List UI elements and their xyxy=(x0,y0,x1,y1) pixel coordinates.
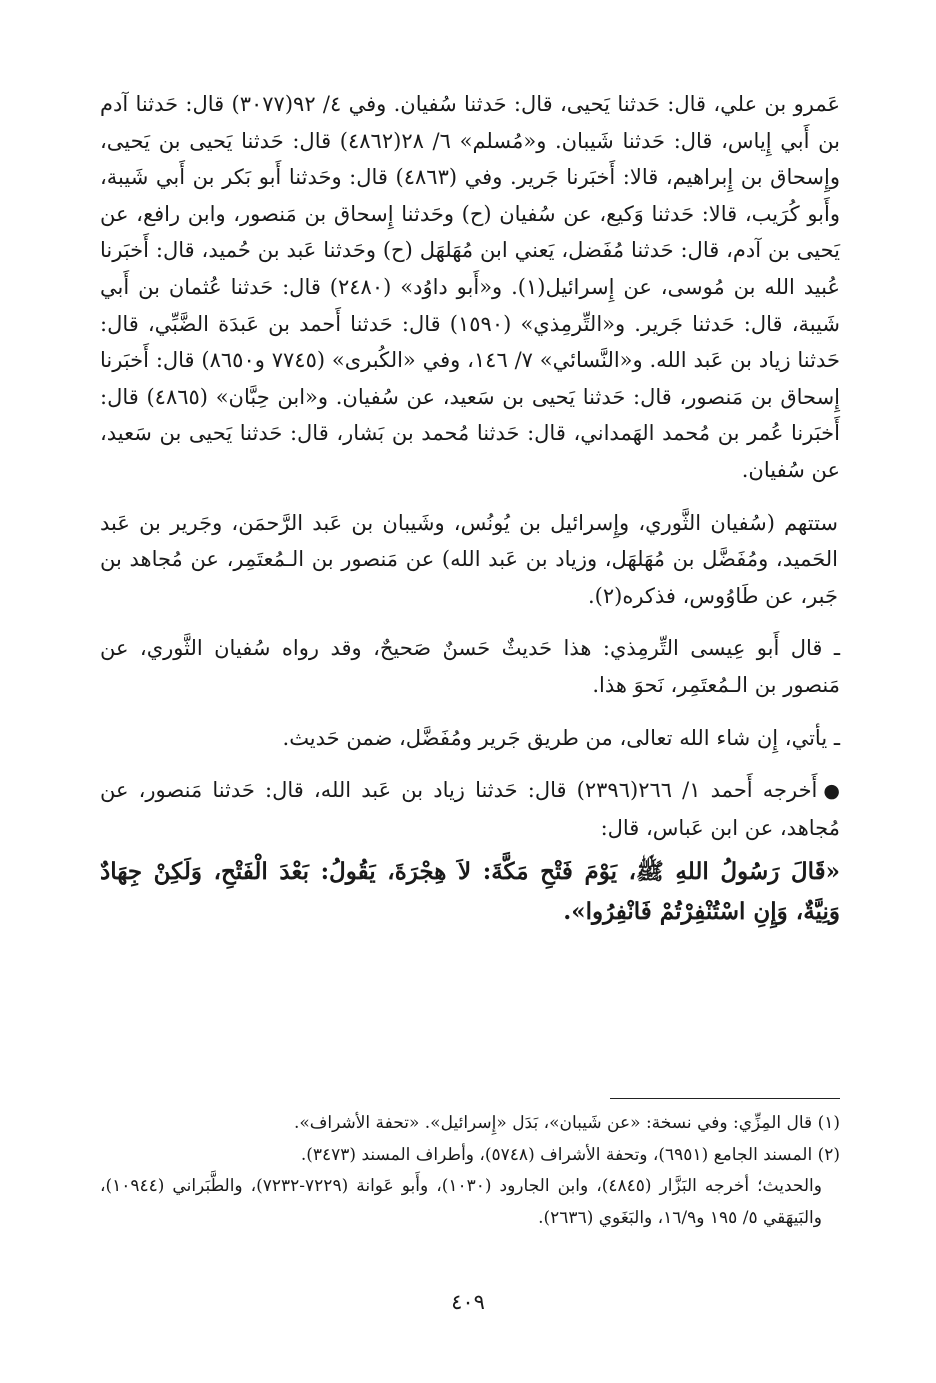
main-text xyxy=(100,86,840,932)
paragraph-summary: ستتهم (سُفيان الثَّوري، وإِسرائيل بن يُونُس، وشَيبان بن عَبد الرَّحمَن، وجَرير بن عَبد الحَميد، ومُفَضَّل بن مُهَلهَل، وزياد بن عَبد الله) عن مَنصور بن الـمُعتَمِر، عن مُجاهد بن جَبر، عن طَاوُوس، فذكره(٢). xyxy=(100,510,838,608)
bullet-icon: ● xyxy=(823,780,840,803)
footnote-divider xyxy=(610,1098,840,1099)
footnote-2: (٢) المسند الجامع (٦٩٥١)، وتحفة الأشراف (٥٧٤٨)، وأطراف المسند (٣٤٧٣). xyxy=(300,1144,840,1165)
paragraph-cross-reference: ـ يأتي، إِن شاء الله تعالى، من طريق جَرير ومُفَضَّل، ضمن حَديث. xyxy=(282,725,840,750)
paragraph-ahmad-text: أَخرجه أَحمد ١/ ٢٦٦(٢٣٩٦) قال: حَدثنا زياد بن عَبد الله، قال: حَدثنا مَنصور، عن مُجاهد، عن ابن عَباس، قال: xyxy=(100,778,840,840)
paragraph-tirmidhi-comment: ـ قال أَبو عِيسى التِّرمِذي: هذا حَديثٌ حَسنٌ صَحيحٌ، وقد رواه سُفيان الثَّوري، عن مَنصور بن الـمُعتَمِر، نَحوَ هذا. xyxy=(100,636,840,697)
paragraph-ahmad-narration xyxy=(100,772,840,846)
hadith-text: «قَالَ رَسُولُ اللهِ ﷺ، يَوْمَ فَتْحِ مَكَّةَ: لاَ هِجْرَةَ، يَقُولُ: بَعْدَ الْفَتْحِ، وَلَكِنْ جِهَادٌ وَنِيَّةٌ، وَإِنِ اسْتُنْفِرْتُمْ فَانْفِرُوا». xyxy=(100,858,840,926)
footnote-1: (١) قال المِزِّي: وفي نسخة: «عن شَيبان»، بَدَل «إِسرائيل». «تحفة الأشراف». xyxy=(293,1113,840,1133)
footnote-2-continuation: والحديث؛ أخرجه البَزَّار (٤٨٤٥)، وابن الجارود (١٠٣٠)، وأَبو عَوانة (٧٢٢٩-٧٢٣٢)، والطَّبَراني (١٠٩٤٤)، والبَيهَقي ٥/ ١٩٥ و١٦/٩، والبَغَوي (٢٦٣٦). xyxy=(100,1176,822,1228)
body-block xyxy=(100,86,840,932)
footnotes xyxy=(100,1108,840,1234)
page-number: ٤٠٩ xyxy=(451,1290,485,1314)
paragraph-takhrij: عَمرو بن علي، قال: حَدثنا يَحيى، قال: حَدثنا سُفيان. وفي ٤/ ٩٢(٣٠٧٧) قال: حَدثنا آدم بن أَبي إِياس، قال: حَدثنا شَيبان. و«مُسلم» ٦/ ٢٨(٤٨٦٢) قال: حَدثنا يَحيى بن يَحيى، وإِسحاق بن إِبراهيم، قالا: أَخبَرنا جَرير. وفي (٤٨٦٣) قال: وحَدثنا أَبو بَكر بن أَبي شَيبة، وأَبو كُرَيب، قالا: حَدثنا وَكيع، عن سُفيان (ح) وحَدثنا إِسحاق بن مَنصور، وابن رافع، عن يَحيى بن آدم، قال: حَدثنا مُفَضل، يَعني ابن مُهَلهَل (ح) وحَدثنا عَبد بن حُميد، قال: أَخبَرنا عُبيد الله بن مُوسى، عن إِسرائيل(١). و«أَبو داوُد» (٢٤٨٠) قال: حَدثنا عُثمان بن أَبي شَيبة، قال: حَدثنا جَرير. و«التِّرمِذي» (١٥٩٠) قال: حَدثنا أَحمد بن عَبدَة الضَّبِّي، قال: حَدثنا زياد بن عَبد الله. و«النَّسائي» ٧/ ١٤٦، وفي «الكُبرى» (٧٧٤٥ و٨٦٥٠) قال: أَخبَرنا إِسحاق بن مَنصور، قال: حَدثنا يَحيى بن سَعيد، عن سُفيان. و«ابن حِبَّان» (٤٨٦٥) قال: أَخبَرنا عُمر بن مُحمد الهَمداني، قال: حَدثنا مُحمد بن بَشار، قال: حَدثنا يَحيى بن سَعيد، عن سُفيان. xyxy=(100,92,841,482)
